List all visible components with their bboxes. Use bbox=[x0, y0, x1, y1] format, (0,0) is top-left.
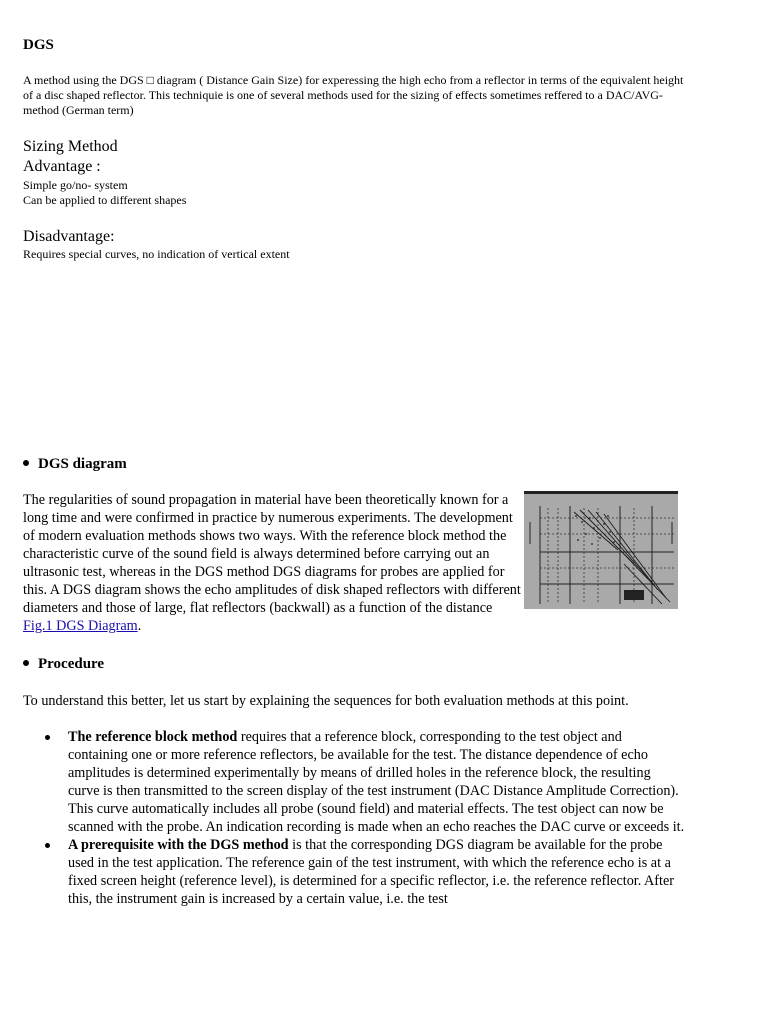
procedure-heading bbox=[23, 656, 104, 673]
advantage-item: Simple go/no- system bbox=[23, 178, 128, 192]
advantage-item: Can be applied to different shapes bbox=[23, 193, 187, 207]
advantage-list bbox=[23, 178, 186, 208]
bullet-icon bbox=[23, 660, 29, 666]
page-title: DGS bbox=[23, 37, 54, 53]
list-item-text: is that the corresponding DGS diagram be available for the probe used in the test application. The reference gain of the test instrument, with which the reference echo is at a fixed screen height (reference level), is determined for a specific reflector, i.e. the reference reflector. After this, the instrument gain is increased by a certain value, i.e. the test bbox=[68, 837, 674, 907]
procedure-heading-label: Procedure bbox=[38, 656, 105, 672]
list-item bbox=[45, 836, 685, 908]
list-item-text: requires that a reference block, corresponding to the test object and containing one or more reference reflectors, be available for the test. The distance dependence of echo amplitudes is determined experimentally by means of drilled holes in the reference block, the resulting curve is then transmitted to the screen display of the test instrument (DAC Distance Amplitude Correction). This curve automatically includes all probe (sound field) and material effects. The test object can now be scanned with the probe. An indication recording is made when an echo reaches the DAC curve or exceeds it. bbox=[68, 729, 685, 835]
list-item-lead: A prerequisite with the DGS method bbox=[68, 837, 289, 853]
dgs-paragraph-text: The regularities of sound propagation in material have been theoretically known for a long time and were confirmed in practice by numerous experiments. The development of modern evaluation methods shows two ways. With the reference block method the characteristic curve of the sound field is always determined before carrying out an ultrasonic test, whereas in the DGS method DGS diagrams for probes are applied for this. A DGS diagram shows the echo amplitudes of disk shaped reflectors with different diameters and those of large, flat reflectors (backwall) as a function of the distance bbox=[23, 492, 521, 616]
bullet-icon bbox=[45, 735, 50, 740]
fig1-dgs-diagram-link[interactable]: Fig.1 DGS Diagram bbox=[23, 618, 138, 634]
list-item-lead: The reference block method bbox=[68, 729, 238, 745]
dgs-diagram-paragraph bbox=[23, 491, 521, 635]
sizing-method-heading: Sizing Method bbox=[23, 138, 118, 155]
intro-paragraph: A method using the DGS □ diagram ( Distance Gain Size) for experessing the high echo from a reflector in terms of the equivalent height of a disc shaped reflector. This techniquie is one of several methods used for the sizing of effects sometimes reffered to a DAC/AVG- method (German term) bbox=[23, 73, 684, 117]
procedure-paragraph: To understand this better, let us start by explaining the sequences for both evaluation methods at this point. bbox=[23, 693, 629, 709]
dgs-diagram-heading-label: DGS diagram bbox=[38, 456, 127, 472]
disadvantage-heading: Disadvantage: bbox=[23, 228, 115, 245]
dgs-diagram-heading bbox=[23, 456, 127, 473]
dgs-diagram-image bbox=[524, 494, 678, 609]
advantage-heading: Advantage : bbox=[23, 158, 101, 175]
disadvantage-text: Requires special curves, no indication of vertical extent bbox=[23, 247, 290, 261]
dgs-diagram-figure bbox=[524, 491, 678, 609]
bullet-icon bbox=[23, 460, 29, 466]
list-item bbox=[45, 728, 685, 836]
procedure-list bbox=[45, 728, 685, 908]
dgs-paragraph-end: . bbox=[137, 618, 142, 634]
bullet-icon bbox=[45, 843, 50, 848]
